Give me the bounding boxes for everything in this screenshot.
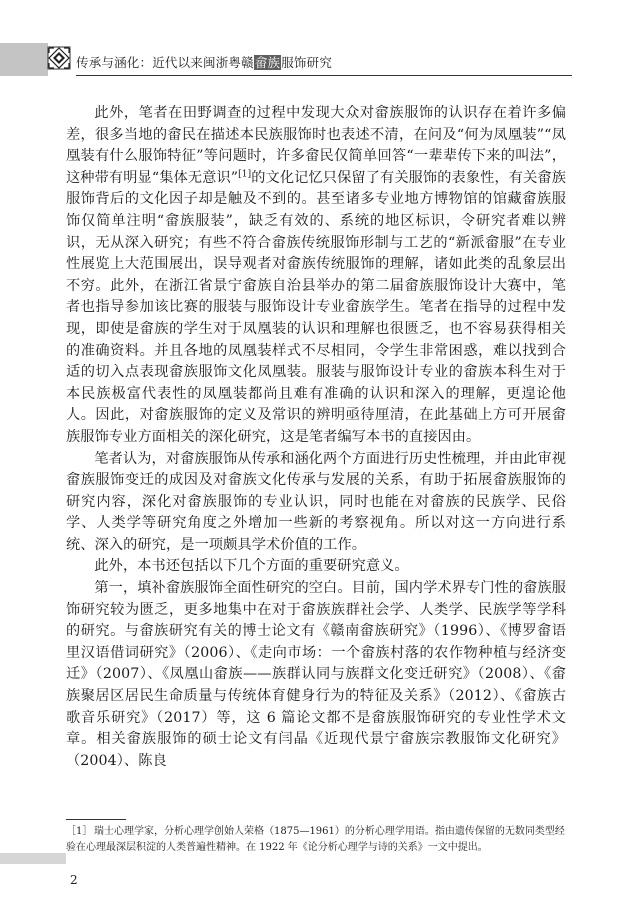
header-title-highlight: 畲族 xyxy=(254,55,281,70)
footnote-mark: ［1］ xyxy=(66,826,93,837)
paragraph: 笔者认为，对畲族服饰从传承和涵化两个方面进行历史性梳理，并由此审视畲族服饰变迁的成因及对畲族文化传承与发展的关系，有助于拓展畲族服饰的研究内容，深化对畲族服饰的专业认识，同时也能在对畲族的民族学、民俗学、人类学等研究角度之外增加一些新的考察视角。所以对这一方向进行系统、深入的研究，是一项颇具学术价值的工作。 xyxy=(66,450,566,553)
footnote-reference[interactable]: [1] xyxy=(238,169,252,180)
running-header-title xyxy=(76,53,332,71)
main-text xyxy=(66,103,566,772)
header-ornament-icon xyxy=(46,45,72,71)
footnote-rule xyxy=(66,819,126,820)
paragraph: 第一，填补畲族服饰全面性研究的空白。目前，国内学术界专门性的畲族服饰研究较为匮乏，更多地集中在对于畲族族群社会学、人类学、民族学等学科的研究。与畲族研究有关的博士论文有《赣南畲族研究》（1996）、《博罗畲语里汉语借词研究》（2006）、《走向市场：一个畲族村落的农作物种植与经济变迁》（2007）、《凤凰山畲族——族群认同与族群文化变迁研究》（2008）、《畲族聚居区居民生命质量与传统体育健身行为的特征及关系》（2012）、《畲族古歌音乐研究》（2017）等，这 6 篇论文都不是畲族服饰研究的专业性学术文章。相关畲族服饰的硕士论文有闫晶《近现代景宁畲族宗教服饰文化研究》（2004）、陈良 xyxy=(66,580,566,769)
header-rule xyxy=(76,75,572,76)
footnote-text: 瑞士心理学家，分析心理学创始人荣格（1875—1961）的分析心理学用语。指由遗传保留的无数同类型经验在心理最深层积淀的人类普遍性精神。在 1922 年《论分析心理学与诗的关系》一文中提出。 xyxy=(66,826,565,853)
header-title-pre: 传承与涵化：近代以来闽浙粤赣 xyxy=(76,55,254,70)
footer-gray-tab xyxy=(0,853,66,864)
paragraph xyxy=(66,103,566,449)
header-gray-tab xyxy=(0,43,48,76)
header-title-post: 服饰研究 xyxy=(281,55,333,70)
page-number: 2 xyxy=(70,873,78,887)
paragraph-text: 的文化记忆只保留了有关服饰的表象性，有关畲族服饰背后的文化因子却是触及不到的。甚至诸多专业地方博物馆的馆藏畲族服饰仅简单注明“畲族服装”，缺乏有效的、系统的地区标识，令研究者难以辨识，无从深入研究；有些不符合畲族传统服饰形制与工艺的“新派畲服”在专业性展览上大范围展出，误导观者对畲族传统服饰的理解，诸如此类的乱象层出不穷。此外，在浙江省景宁畲族自治县举办的第二届畲族服饰设计大赛中，笔者也指导参加该比赛的服装与服饰设计专业畲族学生。笔者在指导的过程中发现，即使是畲族的学生对于凤凰装的认识和理解也很匮乏，也不容易获得相关的准确资料。并且各地的凤凰装样式不尽相同，令学生非常困惑，难以找到合适的切入点表现畲族服饰文化凤凰装。服装与服饰设计专业的畲族本科生对于本民族极富代表性的凤凰装都尚且难有准确的认识和深入的理解，更遑论他人。因此，对畲族服饰的定义及常识的辨明亟待厘清，在此基础上方可开展畲族服饰专业方面相关的深化研究，这是笔者编写本书的直接因由。 xyxy=(66,169,567,445)
footnote xyxy=(66,824,566,855)
paragraph-text: 此外，笔者在田野调查的过程中发现大众对畲族服饰的认识存在着许多偏差，很多当地的畲民在描述本民族服饰时也表述不清，在问及“何为凤凰装”“凤凰装有什么服饰特征”等问题时，许多畲民仅简单回答“一辈辈传下来的叫法”，这种带有明显“集体无意识” xyxy=(66,105,566,186)
paragraph: 此外，本书还包括以下几个方面的重要研究意义。 xyxy=(94,558,409,575)
